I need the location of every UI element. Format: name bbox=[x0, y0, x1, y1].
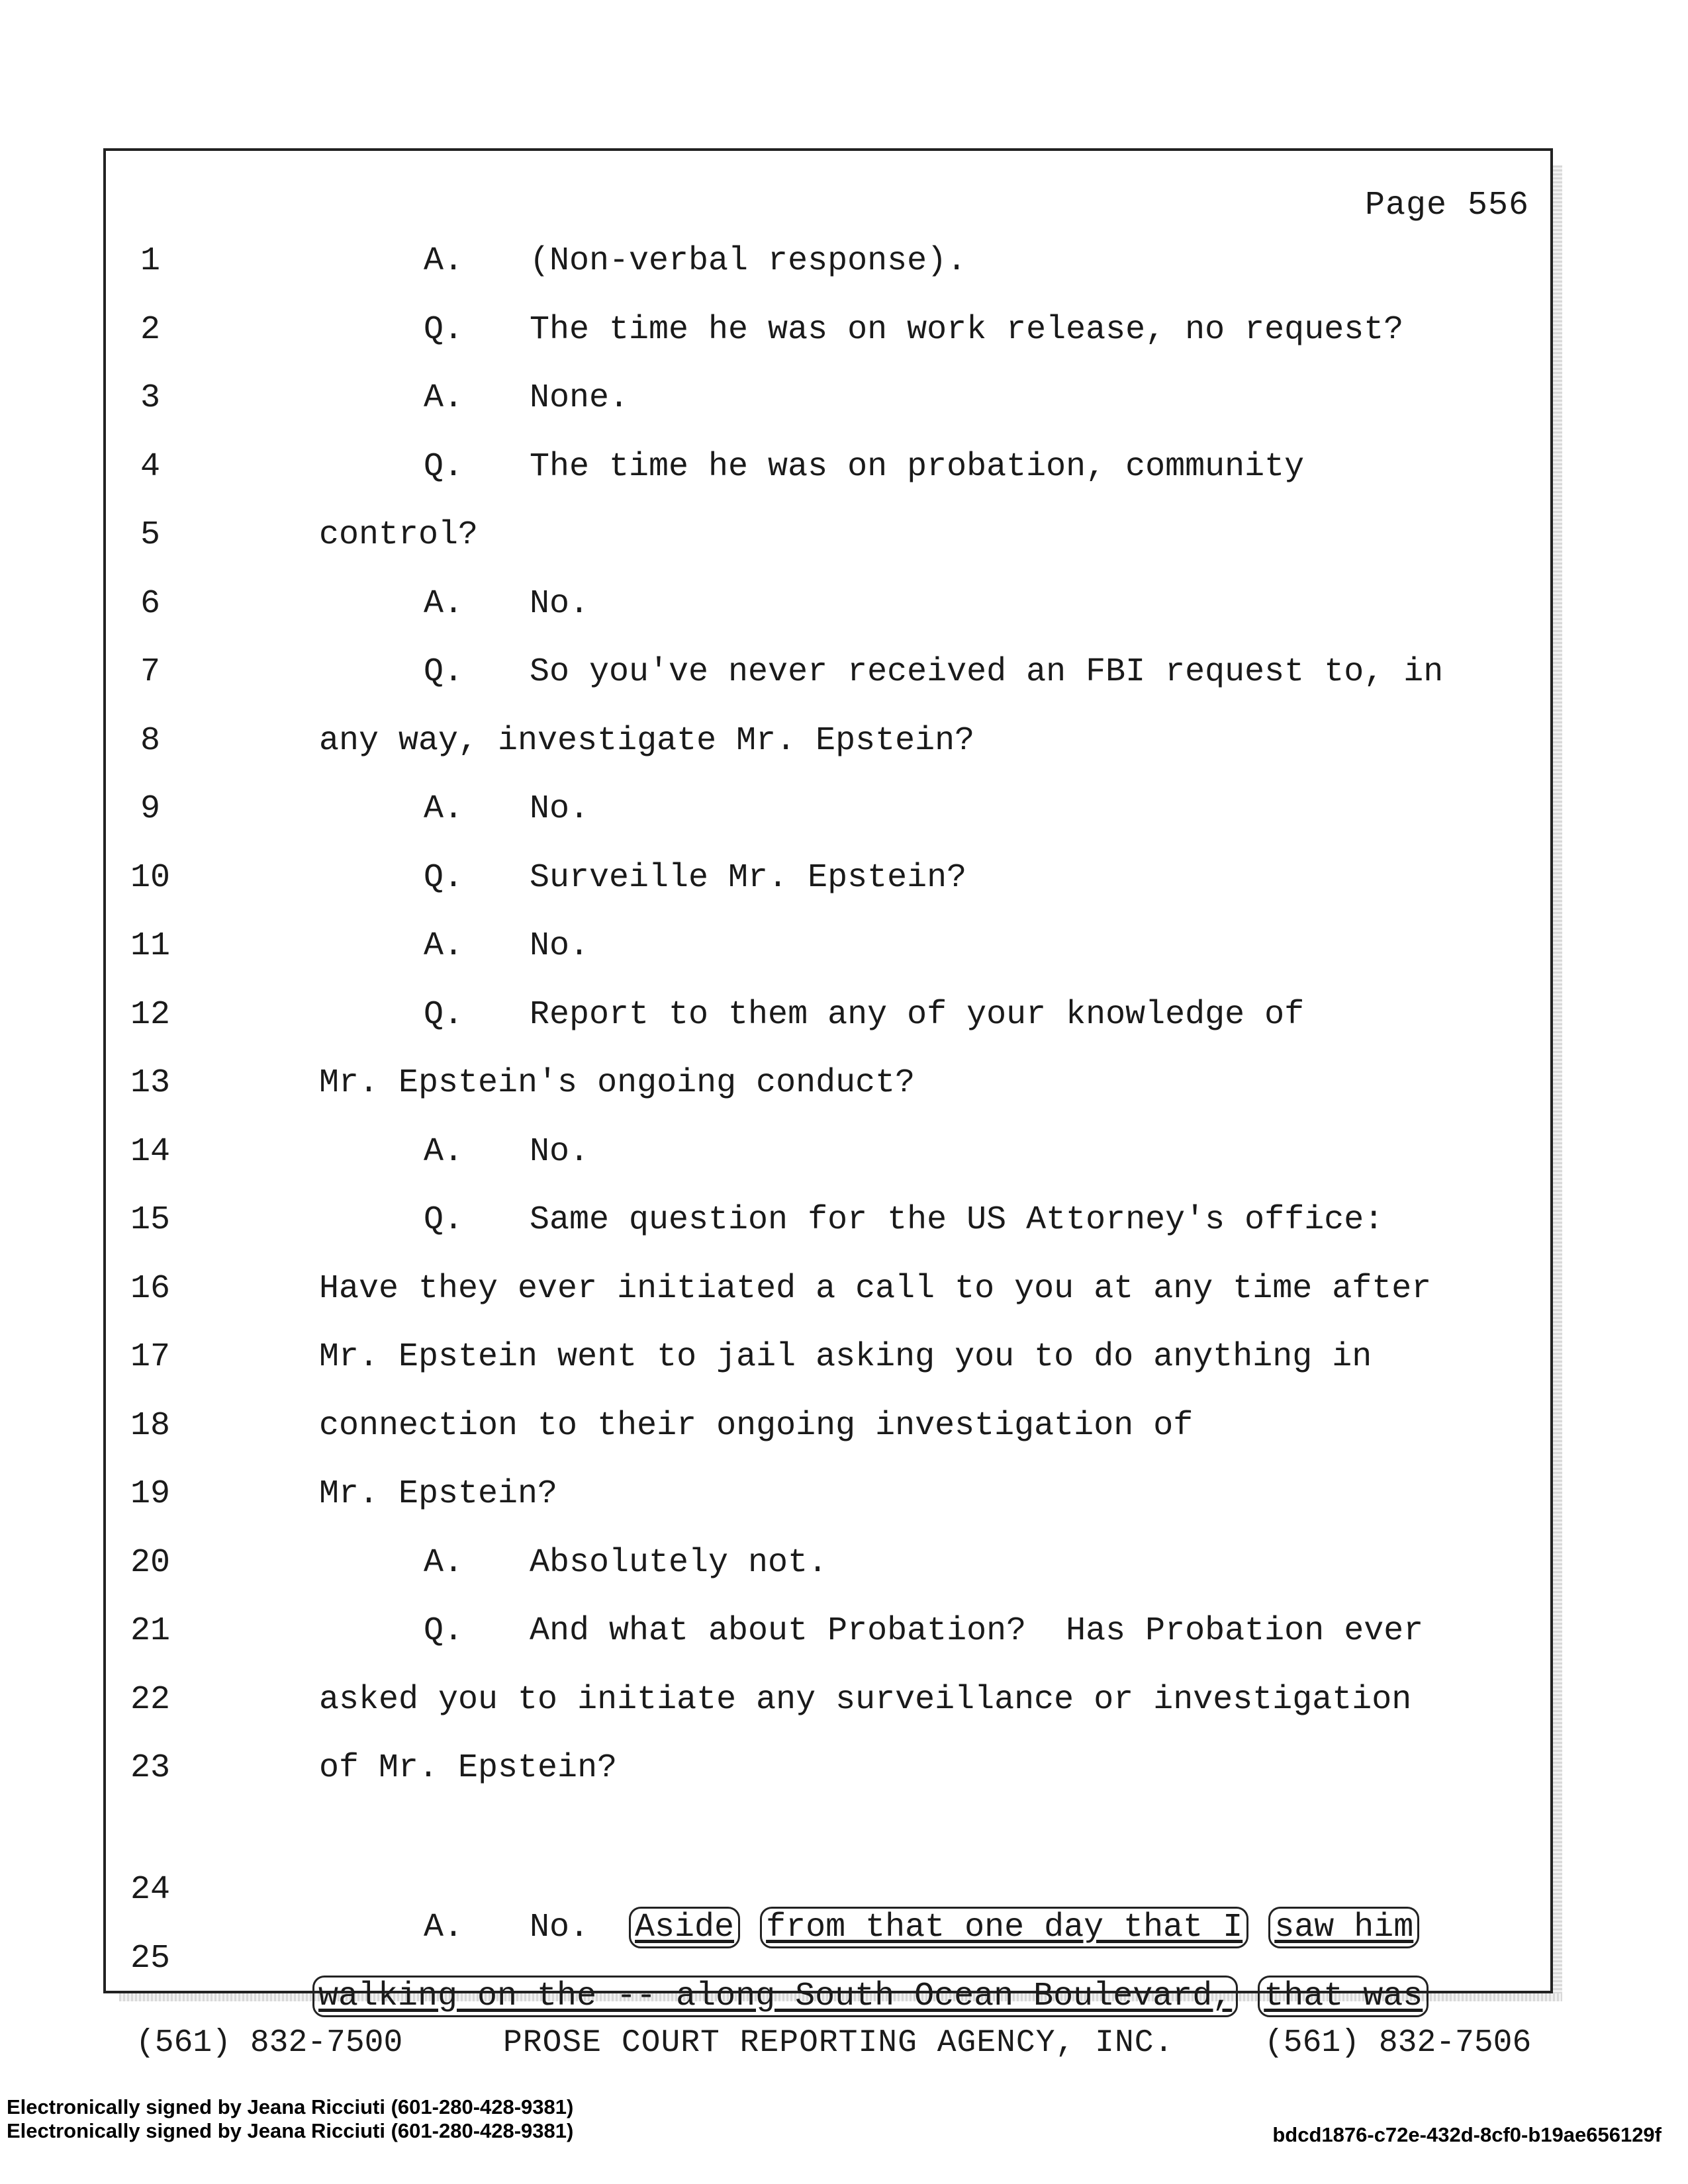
testimony-text: of Mr. Epstein? bbox=[319, 1749, 618, 1787]
annotated-phrase: saw him bbox=[1268, 1907, 1419, 1948]
line-number: 3 bbox=[140, 379, 160, 417]
testimony-text: So you've never received an FBI request to, in bbox=[530, 653, 1444, 691]
testimony-text: Mr. Epstein's ongoing conduct? bbox=[319, 1064, 915, 1102]
line-number: 10 bbox=[130, 859, 170, 897]
line-number: 7 bbox=[140, 653, 160, 691]
testimony-text: Report to them any of your knowledge of bbox=[530, 996, 1305, 1034]
speaker-label: Q. bbox=[424, 653, 464, 691]
line-text bbox=[312, 1978, 1429, 2015]
signature-line: Electronically signed by Jeana Ricciuti (601-280-428-9381) bbox=[7, 2095, 574, 2118]
annotated-phrase: that was bbox=[1258, 1976, 1429, 2017]
transcript-line bbox=[0, 1681, 1688, 1734]
line-number: 11 bbox=[130, 927, 170, 965]
speaker-label: A. bbox=[424, 585, 464, 623]
line-text bbox=[319, 1475, 557, 1513]
line-number: 15 bbox=[130, 1201, 170, 1239]
line-text bbox=[424, 1544, 827, 1582]
line-number: 19 bbox=[130, 1475, 170, 1513]
transcript-line bbox=[0, 1475, 1688, 1528]
line-number: 21 bbox=[130, 1612, 170, 1650]
line-text bbox=[424, 379, 629, 417]
transcript-line bbox=[0, 1201, 1688, 1254]
line-text bbox=[319, 1681, 1411, 1719]
testimony-text: Surveille Mr. Epstein? bbox=[530, 859, 967, 897]
line-text bbox=[319, 1407, 1193, 1445]
transcript-line bbox=[0, 859, 1688, 912]
transcript-line-25 bbox=[0, 1902, 1688, 2015]
line-number: 12 bbox=[130, 996, 170, 1034]
transcript-line bbox=[0, 996, 1688, 1049]
line-number: 14 bbox=[130, 1133, 170, 1171]
annotated-phrase: from that one day that I bbox=[760, 1907, 1248, 1948]
line-number: 22 bbox=[130, 1681, 170, 1719]
annotated-phrase: Aside bbox=[629, 1907, 740, 1948]
agency-name: PROSE COURT REPORTING AGENCY, INC. bbox=[503, 2025, 1174, 2061]
speaker-label: Q. bbox=[424, 311, 464, 349]
speaker-label: Q. bbox=[424, 448, 464, 486]
line-number: 24 bbox=[130, 1871, 170, 1909]
speaker-label: Q. bbox=[424, 859, 464, 897]
transcript-line bbox=[0, 448, 1688, 501]
line-text bbox=[424, 790, 589, 828]
speaker-label: A. bbox=[424, 242, 464, 280]
transcript-line bbox=[0, 379, 1688, 432]
transcript-line bbox=[0, 1064, 1688, 1117]
line-number: 18 bbox=[130, 1407, 170, 1445]
line-number: 5 bbox=[140, 516, 160, 554]
testimony-text: connection to their ongoing investigation of bbox=[319, 1407, 1194, 1445]
line-number: 6 bbox=[140, 585, 160, 623]
transcript-line bbox=[0, 1749, 1688, 1802]
speaker-label: A. bbox=[424, 379, 464, 417]
speaker-label: A. bbox=[424, 1544, 464, 1582]
line-text bbox=[424, 653, 1443, 691]
line-number: 13 bbox=[130, 1064, 170, 1102]
testimony-text: Mr. Epstein went to jail asking you to do anything in bbox=[319, 1338, 1372, 1376]
speaker-label: Q. bbox=[424, 1612, 464, 1650]
line-text bbox=[424, 311, 1403, 349]
speaker-label: Q. bbox=[424, 996, 464, 1034]
line-text bbox=[424, 996, 1304, 1034]
transcript-line bbox=[0, 585, 1688, 638]
line-text bbox=[424, 448, 1304, 486]
transcript-line bbox=[0, 1612, 1688, 1665]
transcript-line bbox=[0, 311, 1688, 364]
transcript-line bbox=[0, 1544, 1688, 1597]
line-text bbox=[319, 1749, 617, 1787]
speaker-label: A. bbox=[424, 1133, 464, 1171]
line-text bbox=[319, 1270, 1431, 1308]
transcript-line bbox=[0, 1133, 1688, 1186]
transcript-line bbox=[0, 1270, 1688, 1323]
line-text bbox=[319, 1338, 1372, 1376]
testimony-text: No. bbox=[530, 585, 590, 623]
line-text bbox=[424, 1201, 1383, 1239]
transcript-line bbox=[0, 1338, 1688, 1391]
line-number: 17 bbox=[130, 1338, 170, 1376]
testimony-text: control? bbox=[319, 516, 479, 554]
testimony-text: No. bbox=[530, 927, 590, 965]
testimony-text: No. bbox=[530, 790, 590, 828]
signature-line: Electronically signed by Jeana Ricciuti (601-280-428-9381) bbox=[7, 2119, 574, 2142]
page-number: Page 556 bbox=[1364, 187, 1529, 224]
testimony-text: Same question for the US Attorney's office: bbox=[530, 1201, 1384, 1239]
transcript-line bbox=[0, 1407, 1688, 1460]
document-hash: bdcd1876-c72e-432d-8cf0-b19ae656129f bbox=[1272, 2123, 1662, 2146]
annotated-phrase: walking on the -- along South Ocean Boulevard, bbox=[312, 1976, 1238, 2017]
line-number: 8 bbox=[140, 722, 160, 760]
line-number: 23 bbox=[130, 1749, 170, 1787]
line-number: 2 bbox=[140, 311, 160, 349]
transcript-line bbox=[0, 242, 1688, 295]
line-text bbox=[424, 585, 589, 623]
speaker-label: A. bbox=[424, 790, 464, 828]
testimony-text: And what about Probation? Has Probation ever bbox=[530, 1612, 1424, 1650]
testimony-text: (Non-verbal response). bbox=[530, 242, 967, 280]
transcript-line bbox=[0, 790, 1688, 843]
testimony-text: The time he was on probation, community bbox=[530, 448, 1305, 486]
speaker-label: A. bbox=[424, 927, 464, 965]
phone-right: (561) 832-7506 bbox=[1264, 2025, 1532, 2061]
testimony-text: Mr. Epstein? bbox=[319, 1475, 558, 1513]
line-number: 4 bbox=[140, 448, 160, 486]
line-text bbox=[424, 1612, 1423, 1650]
line-text bbox=[424, 1133, 589, 1171]
transcript-line bbox=[0, 722, 1688, 775]
testimony-text: asked you to initiate any surveillance or investigation bbox=[319, 1681, 1412, 1719]
line-text bbox=[424, 927, 589, 965]
testimony-text: Have they ever initiated a call to you at any time after bbox=[319, 1270, 1432, 1308]
speaker-label: A. bbox=[424, 1909, 464, 1946]
line-number: 9 bbox=[140, 790, 160, 828]
transcript-line bbox=[0, 516, 1688, 569]
transcript-line-24 bbox=[0, 1833, 1688, 1946]
transcript-line bbox=[0, 653, 1688, 706]
answer-lead: No. bbox=[530, 1909, 590, 1946]
line-number: 20 bbox=[130, 1544, 170, 1582]
testimony-text: The time he was on work release, no request? bbox=[530, 311, 1404, 349]
line-number: 16 bbox=[130, 1270, 170, 1308]
testimony-text: Absolutely not. bbox=[530, 1544, 828, 1582]
testimony-text: No. bbox=[530, 1133, 590, 1171]
line-text bbox=[424, 859, 966, 897]
line-number: 25 bbox=[130, 1940, 170, 1978]
line-text bbox=[319, 722, 974, 760]
transcript-line bbox=[0, 927, 1688, 980]
testimony-text: None. bbox=[530, 379, 630, 417]
testimony-text: any way, investigate Mr. Epstein? bbox=[319, 722, 975, 760]
line-number: 1 bbox=[140, 242, 160, 280]
line-text bbox=[424, 242, 966, 280]
line-text bbox=[319, 1064, 915, 1102]
phone-left: (561) 832-7500 bbox=[136, 2025, 403, 2061]
line-text bbox=[319, 516, 478, 554]
speaker-label: Q. bbox=[424, 1201, 464, 1239]
